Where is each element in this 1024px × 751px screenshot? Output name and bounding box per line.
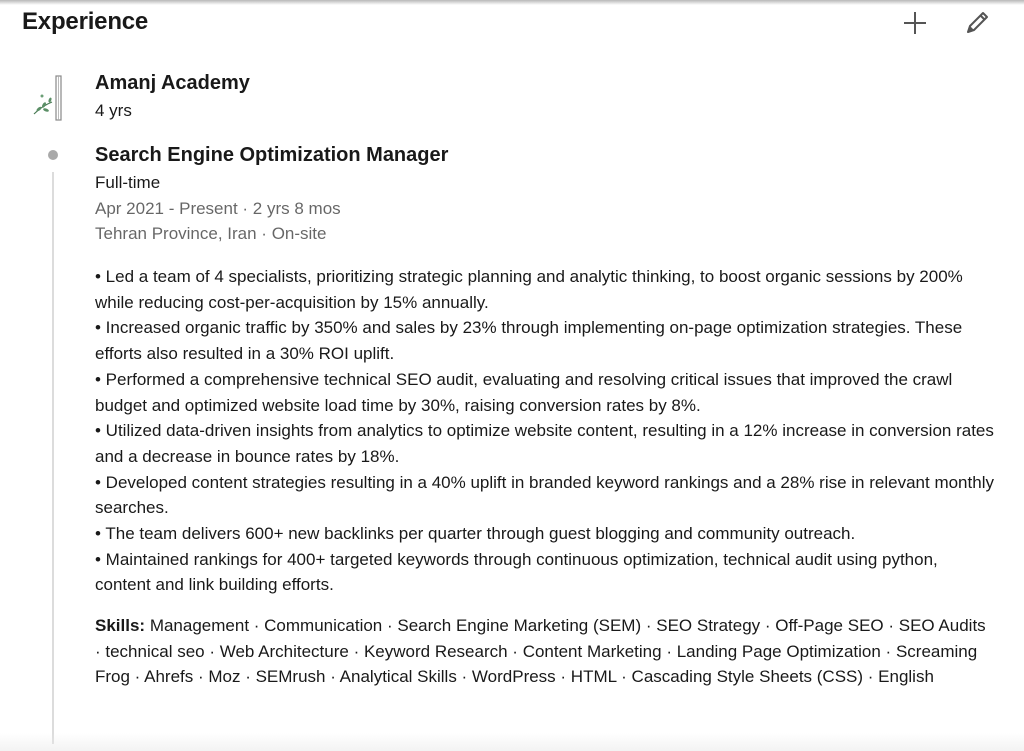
description-bullet: • Performed a comprehensive technical SEO audit, evaluating and resolving critical issues that improved the crawl budget and optimized website load time by 30%, raising conversion rates by 8%. — [95, 369, 953, 415]
top-shadow — [0, 0, 1024, 5]
bottom-fade — [0, 733, 1024, 751]
description-bullet: • The team delivers 600+ new backlinks per quarter through guest blogging and community outreach. — [95, 524, 856, 544]
description-bullet: • Increased organic traffic by 350% and sales by 23% through implementing on-page optimization strategies. These efforts also resulted in a 30% ROI uplift. — [95, 318, 963, 364]
skills-list[interactable] — [95, 613, 995, 690]
description-bullet: • Maintained rankings for 400+ targeted keywords through continuous optimization, technical audit using python, content and link building efforts. — [95, 549, 938, 595]
timeline-dot — [48, 150, 58, 160]
edit-experience-button[interactable] — [960, 6, 994, 40]
description-bullet: • Led a team of 4 specialists, prioritizing strategic planning and analytic thinking, to boost organic sessions by 200% while reducing cost-per-acquisition by 15% annually. — [95, 267, 963, 312]
skills-label: Skills: — [95, 616, 146, 635]
timeline-line — [52, 172, 54, 744]
position-title[interactable]: Search Engine Optimization Manager — [95, 144, 449, 166]
section-title: Experience — [22, 8, 149, 35]
date-range: Apr 2021 - Present · 2 yrs 8 mos — [95, 199, 341, 218]
description-bullet: • Utilized data-driven insights from analytics to optimize website content, resulting in a 12% increase in conversion rates and a decrease in bounce rates by 18%. — [95, 421, 994, 466]
employment-type: Full-time — [95, 173, 161, 192]
location: Tehran Province, Iran · On-site — [95, 224, 327, 243]
plus-icon — [902, 10, 928, 36]
pencil-icon — [963, 9, 991, 37]
company-logo-icon — [30, 72, 70, 124]
company-name[interactable]: Amanj Academy — [95, 72, 250, 94]
skills-text: Management · Communication · Search Engine Marketing (SEM) · SEO Strategy · Off-Page SEO · SEO Audits · technical seo · Web Architecture · Keyword Research · Content Marketing · Landing Page Optimization · Screaming Frog · Ahrefs · Moz · SEMrush · Analytical Skills · WordPress · HTML · Cascading Style Sheets (CSS) · English — [95, 616, 986, 687]
add-experience-button[interactable] — [898, 6, 932, 40]
company-logo[interactable] — [30, 72, 70, 124]
company-duration: 4 yrs — [95, 101, 132, 120]
description-bullet: • Developed content strategies resulting in a 40% uplift in branded keyword rankings and a 28% rise in relevant monthly searches. — [95, 472, 994, 518]
position-description — [95, 264, 995, 598]
